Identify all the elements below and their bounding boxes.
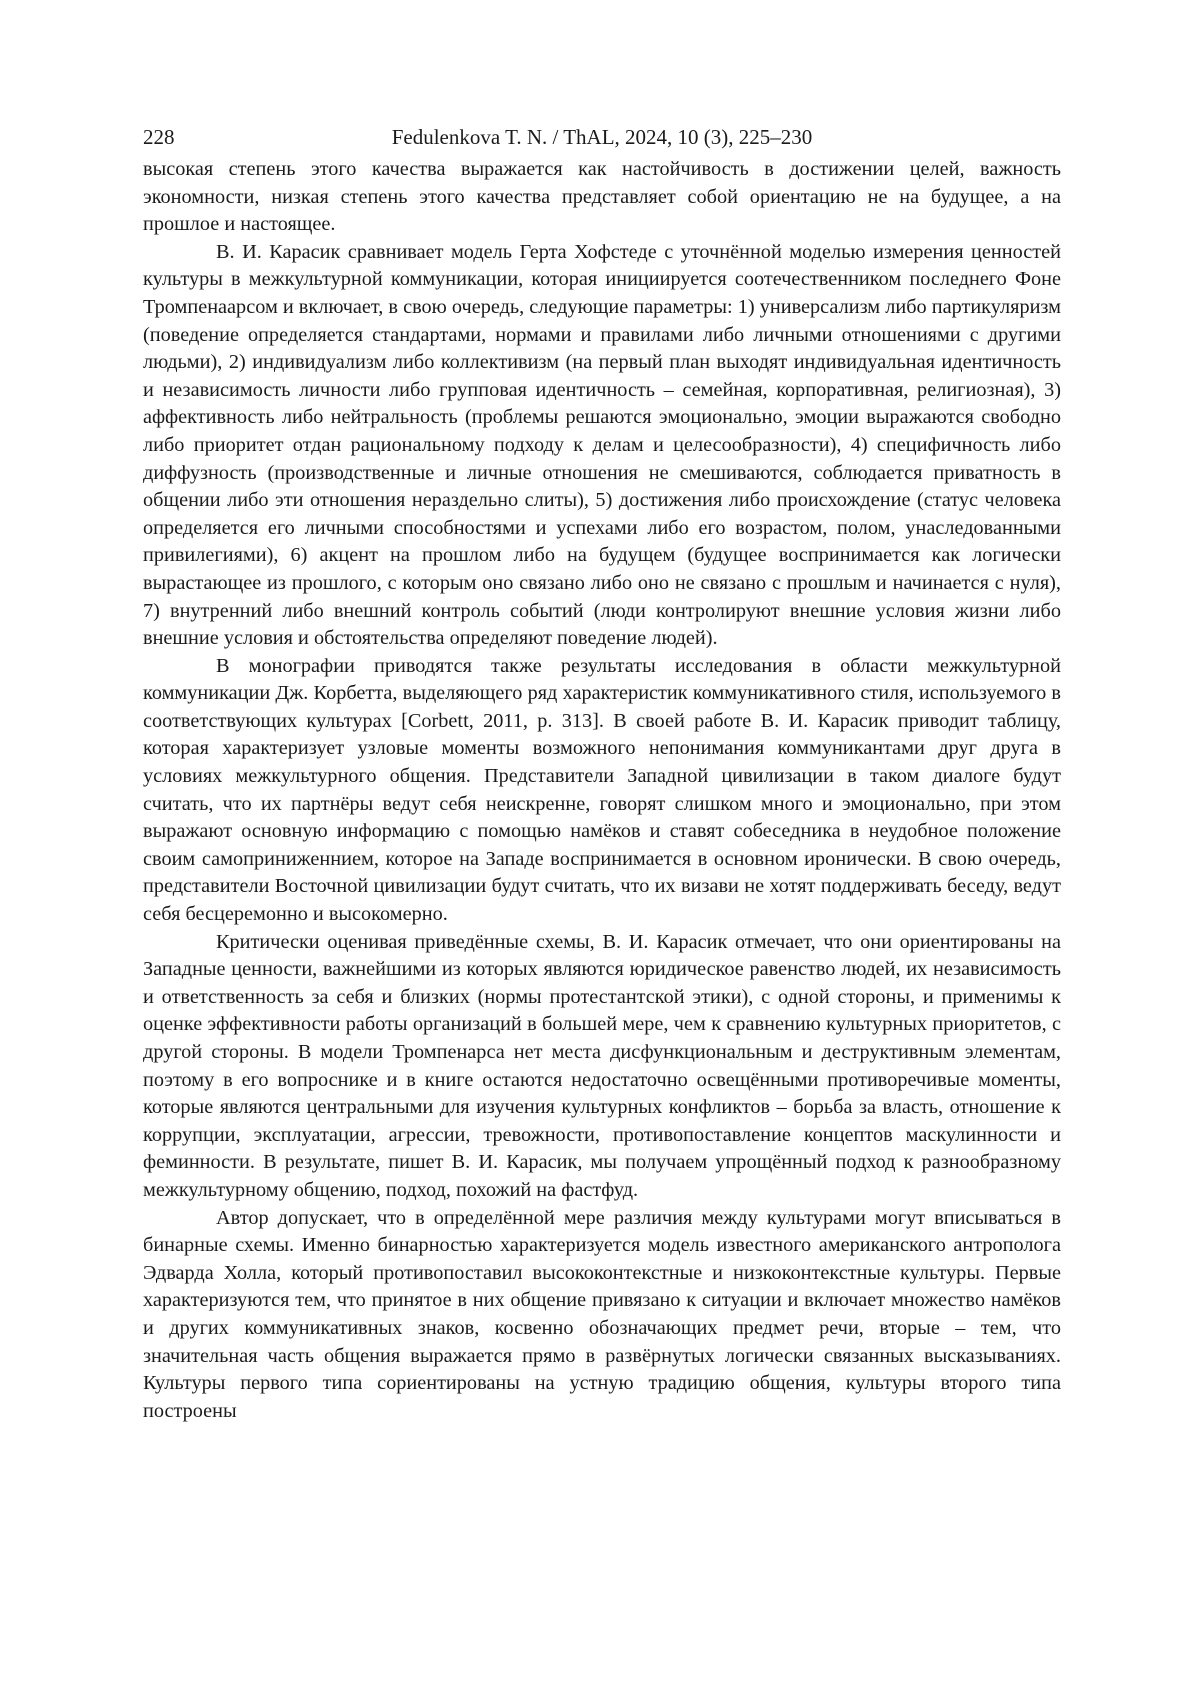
- header-citation: Fedulenkova T. N. / ThAL, 2024, 10 (3), 225–230: [391, 125, 813, 149]
- page-number: 228: [143, 125, 175, 149]
- paragraph-corbett: В монографии приводятся также результаты исследования в области межкультурной коммуникации Дж. Корбетта, выделяющего ряд характеристик коммуникативного стиля, используемого в соответствующих культурах [Corbett, 2011, p. 313]. В своей работе В. И. Карасик приводит таблицу, которая характеризует узловые моменты возможного непонимания коммуникантами друг друга в условиях межкультурного общения. Представители Западной цивилизации в таком диалоге будут считать, что их партнёры ведут себя неискренне, говорят слишком много и эмоционально, при этом выражают основную информацию с помощью намёков и ставят собеседника в неудобное положение своим самоприниженнием, которое на Западе воспринимается в основном иронически. В свою очередь, представители Восточной цивилизации будут считать, что их визави не хотят поддерживать беседу, ведут себя бесцеремонно и высокомерно.: [143, 654, 1061, 926]
- paragraph-continuation: высокая степень этого качества выражается как настойчивость в достижении целей, важность экономности, низкая степень этого качества представляет собой ориентацию не на будущее, а на прошлое и настоящее.: [143, 158, 1061, 236]
- page: [143, 122, 1061, 1425]
- paragraph-hall: Автор допускает, что в определённой мере различия между культурами могут вписываться в бинарные схемы. Именно бинарностью характеризуется модель известного американского антрополога Эдварда Холла, который противопоставил высококонтекстные и низкоконтекстные культуры. Первые характеризуются тем, что принятое в них общение привязано к ситуации и включает множество намёков и других коммуникативных знаков, косвенно обозначающих предмет речи, вторые – тем, что значительная часть общения выражается прямо в развёрнутых логически связанных высказываниях. Культуры первого типа сориентированы на устную традицию общения, культуры второго типа построены: [143, 1206, 1061, 1422]
- running-head: [143, 122, 1061, 152]
- body-text: [143, 156, 1061, 1425]
- paragraph-karasik-trompenaars: В. И. Карасик сравнивает модель Герта Хофстеде с уточнённой моделью измерения ценностей культуры в межкультурной коммуникации, которая инициируется соотечественником последнего Фоне Тромпенаарсом и включает, в свою очередь, следующие параметры: 1) универсализм либо партикуляризм (поведение определяется стандартами, нормами и правилами либо личными отношениями с другими людьми), 2) индивидуализм либо коллективизм (на первый план выходят индивидуальная идентичность и независимость личности либо групповая идентичность – семейная, корпоративная, религиозная), 3) аффективность либо нейтральность (проблемы решаются эмоционально, эмоции выражаются свободно либо приоритет отдан рациональному подходу к делам и целесообразности), 4) специфичность либо диффузность (производственные и личные отношения не смешиваются, соблюдается приватность в общении либо эти отношения нераздельно слиты), 5) достижения либо происхождение (статус человека определяется его личными способностями и успехами либо его возрастом, полом, унаследованными привилегиями), 6) акцент на прошлом либо на будущем (будущее воспринимается как логически вырастающее из прошлого, с которым оно связано либо оно не связано с прошлым и начинается с нуля), 7) внутренний либо внешний контроль событий (люди контролируют внешние условия жизни либо внешние условия и обстоятельства определяют поведение людей).: [143, 240, 1061, 650]
- paragraph-critique: Критически оценивая приведённые схемы, В. И. Карасик отмечает, что они ориентированы на Западные ценности, важнейшими из которых являются юридическое равенство людей, их независимость и ответственность за себя и близких (нормы протестантской этики), с одной стороны, и применимы к оценке эффективности работы организаций в большей мере, чем к сравнению культурных приоритетов, с другой стороны. В модели Тромпенарса нет места дисфункциональным и деструктивным элементам, поэтому в его вопроснике и в книге остаются недостаточно освещёнными противоречивые моменты, которые являются центральными для изучения культурных конфликтов – борьба за власть, отношение к коррупции, эксплуатации, агрессии, тревожности, противопоставление концептов маскулинности и феминности. В результате, пишет В. И. Карасик, мы получаем упрощённый подход к разнообразному межкультурному общению, подход, похожий на фастфуд.: [143, 930, 1061, 1201]
